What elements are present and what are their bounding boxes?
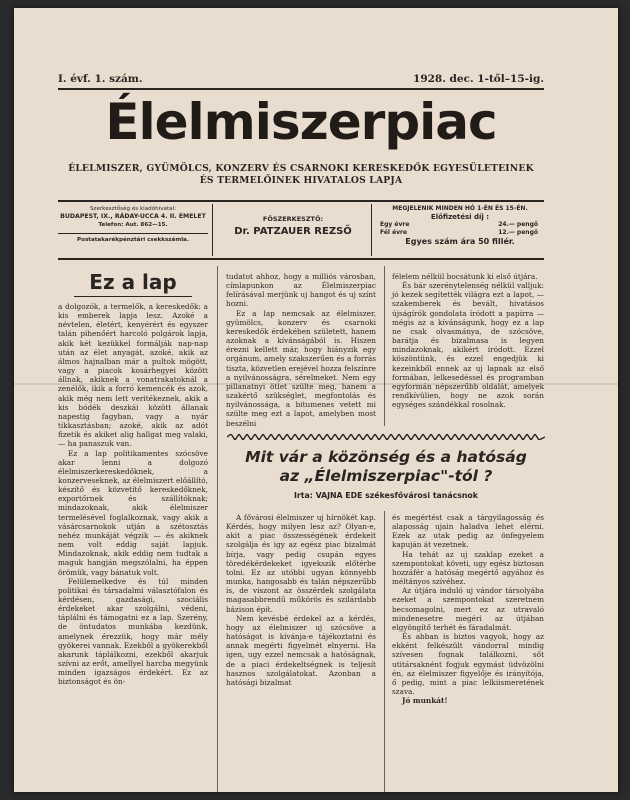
- office-info-box: [58, 205, 208, 253]
- article2-headline: [227, 448, 545, 486]
- article-heading: Ez a lap: [89, 270, 177, 294]
- article1-paragraph: És bár szerénytelenség nélkül valljuk: jó kezek segítették világra ezt a lapot, — szakemberek és bevált, hivatásos újságírók gondolata íródott a papírra — mégis az a kívánságunk, hogy ez a lap ne csak olvasmánya, de szócsöve, barátja és bizalmasa is legyen mindazoknak, akikért íródott. Ezzel köszöntünk, és ezzel engedjük ki kezeinkből ennek az uj lapnak az első formában, lelkesedéssel és programban egyformán népszerűbb oldalát, amelyek rendkívülien, hogy ne azok során egységes szándékkal rosolnak.: [392, 281, 544, 410]
- appears-note: MEGJELENIK MINDEN HÓ 1-ÉN ÉS 15-ÉN.: [392, 205, 528, 212]
- issue-date: 1928. dec. 1-től–15-ig.: [413, 73, 544, 85]
- newspaper-subtitle: [58, 163, 544, 187]
- sub-half-label: Fél évre: [380, 229, 408, 236]
- subtitle-line-2: ÉS TERMELŐINEK HIVATALOS LAPJA: [199, 175, 403, 186]
- editor-name: Dr. PATZAUER REZSŐ: [234, 226, 352, 237]
- editor-label: FŐSZERKESZTŐ:: [262, 215, 324, 223]
- sub-year-label: Egy évre: [380, 221, 410, 228]
- subscription-box: [376, 205, 544, 253]
- office-label: Szerkesztőség és kiadóhivatal:: [89, 206, 177, 212]
- newspaper-page: [14, 8, 618, 792]
- office-phone: Telefon: Aut. 862—15.: [98, 222, 168, 228]
- masthead-rule-bottom: [58, 258, 544, 260]
- article2-headline-line-2: az „Élelmiszerpiac"-tól ?: [279, 467, 493, 485]
- article2-headline-line-1: Mit vár a közönség és a hatóság: [245, 448, 527, 466]
- column-separator: [384, 266, 385, 426]
- sub-year-row: [376, 221, 544, 229]
- article1-paragraph: a dolgozók, a termelők, a kereskedők: a kis emberek lapja lesz. Azoké a névtelen, életért, kenyérért és egyszer talán pihenőért harcoló polgárok lapja, akik két kezükkel formálják nap-nap után az élet anyagát, azoké, akik az álmos hajnalban már a pultok mögött, vagy a piacok kosárhegyei között állnak, akiknek a vonatrakatoknál a zenélők, ikik a forró kemencék és azok, akik még nem lett veritékeznek, akik a kis bódék deszkái között állanak napestig fagyban, vagy a nyár tikkasztásban; azoké, akik az adót fizetik és akiket alig hallgat meg valaki, — ha panaszuk van.: [58, 302, 208, 449]
- article1-column-2: [226, 272, 376, 428]
- office-address: BUDAPEST, IX., RÁDAY-UCCA 4. II. EMELET: [60, 213, 206, 220]
- article2-paragraph: A fővárosi élelmiszer uj hírnökét kap. Kérdés, hogy milyen lesz az? Olyan-e, akit a piac összességének érdekeit szolgálja és igy az egész piac bizalmát bírja, vagy pedig csupán egyes töredékérdekeket igyekszik előtérbe tolni. Ez az utóbbi ugyan könnyebb munka, hangosabb és talán népszerűbb is, de viszont az összérdek szolgálata magasabbrendű műkörös és szilárdabb bázison épít.: [226, 513, 376, 614]
- article2-paragraph: és megértést csak a tárgyilagosság és alaposság ujain haladva lehet elérni. Ezek az utak pedig az önfegyelem kapuján át vezetnek.: [392, 513, 544, 550]
- article1-paragraph: félelem nélkül bocsátunk ki első útjára.: [392, 272, 538, 281]
- decorative-zigzag-rule: [227, 434, 545, 440]
- article2-paragraph: Nem kevésbé érdekel az a kérdés, hogy az élelmiszer uj szócsöve a hatóságot is kívánja-e tájékoztatni és annak megérti figyelmét elnyerni. Ha igen, ugy ezzel nemcsak a hatóságnak, de a piaci érdekeltségnek is teljesít hasznos szolgálatokat. Azonban a hatósági bizalmat: [226, 613, 376, 687]
- article2-paragraph: Az útjára induló uj vándor társolyába ezeket a szempontokat szeretnem becsomagolni, mert ez az utravaló mindenesetre megéri az útjában elgyöngítő terhét és fáradalmát.: [392, 586, 544, 632]
- article1-column-3: [392, 272, 544, 409]
- heading-underline: [74, 296, 192, 297]
- article1-paragraph: tudatot ahhoz, hogy a milliós városban, címlapunkon az Élelmiszerpiac felírásával merjünk uj hangot és uj színt hozni.: [226, 272, 376, 309]
- subtitle-line-1: ÉLELMISZER, GYÜMÖLCS, KONZERV ÉS CSARNOKI KERESKEDŐK EGYESÜLETEINEK: [68, 163, 534, 174]
- article1-paragraph: Ez a lap nemcsak az élelmiszer, gyümölcs, konzerv és csarnoki kereskedők érdekében született, hanem azoknak a kívánságából is. Hiszen érezni kellett már, hogy hiányzik egy orgánum, amely szakszerűen és a forrás tiszta, közvetlen erejével hozza felszínre a nyilvánosságra, sérelmeket. Nem egy pillanatnyi ötlet szülte meg, hanem a szakértő szükséglet, megfontolás és nyilvánossága, a bitumenes vetett mi szülte meg ezt a lapot, amelyben most beszélni: [226, 308, 376, 428]
- article1-paragraph: Felülemelkedve és túl minden politikai és társadalmi választófalon és kérdésen, gazdasági, szociális érdekeket akar szolgálni, védeni, táplálni és támogatni ez a lap. Szerény, de öntudatos munkába kezdünk, amelynek érezzük, hogy már mély gyökerei vannak. Ezekből a gyökerekből akarunk táplálkozni, ezekből akarjuk szívni az erőt, amellyel harcba megyünk minden igazságos érdekért. Ez az biztonságot és ön-: [58, 576, 208, 687]
- subscription-label: Előfizetési díj :: [430, 213, 490, 221]
- article1-paragraph: Ez a lap politikamentes szócsöve akar lenni a dolgozó élelmiszerkereskedőknek, a konzerveseknek, az élelmiszert előállító, készítő és közvetítő kereskedőknek, exportőrnek és szállítóknak; mindazoknak, akik élelmiszer termelésével foglalkoznak, vagy akik a vásárcsarnokok utján a szétosztás nehéz munkáját végzik — és akiknek nem volt eddig saját lapjuk. Mindazoknak, akik eddig nem tudtak a maguk hangján megszólalni, ha éppen örömük, vagy bánatuk volt.: [58, 448, 208, 577]
- info-divider-1: [212, 204, 213, 256]
- sub-half-price: 12.— pengő: [498, 229, 538, 236]
- article2-column-1: [226, 513, 376, 687]
- column-separator: [217, 266, 218, 792]
- office-account: Postatakarékpénztári csekkszámla.: [58, 233, 208, 244]
- issue-number: I. évf. 1. szám.: [58, 73, 143, 85]
- info-divider-2: [371, 204, 372, 256]
- masthead-rule-middle: [58, 200, 544, 202]
- sub-half-row: [376, 229, 544, 237]
- article2-byline: Irta: VAJNA EDE székesfővárosi tanácsnok: [294, 491, 478, 500]
- article2-column-2: [392, 513, 544, 705]
- article1-column-1: [58, 302, 208, 687]
- article2-paragraph: Ha tehát az uj szaklap ezeket a szempontokat követi, ugy egész biztosan hozzáfér a hatóság megértő agyához és méltányos szívéhez.: [392, 549, 544, 587]
- article2-closing: Jó munkát!: [402, 696, 448, 706]
- column-separator: [384, 511, 385, 792]
- editor-box: [218, 205, 368, 253]
- newspaper-title: Élelmiszerpiac: [105, 93, 497, 151]
- single-price: Egyes szám ára 50 fillér.: [405, 237, 515, 246]
- masthead-rule-top: [58, 88, 544, 90]
- article2-paragraph: És abban is biztos vagyok, hogy az ekként felkészült vándorral mindig szívesen fognak találkozni, sőt utitársaknént fogjuk egymást üdvözölni én, az élelmiszer figyelője és irányítója, ő pedig, mint a piac lelkiismeretének szava.: [392, 632, 544, 696]
- sub-year-price: 24.— pengő: [498, 221, 538, 228]
